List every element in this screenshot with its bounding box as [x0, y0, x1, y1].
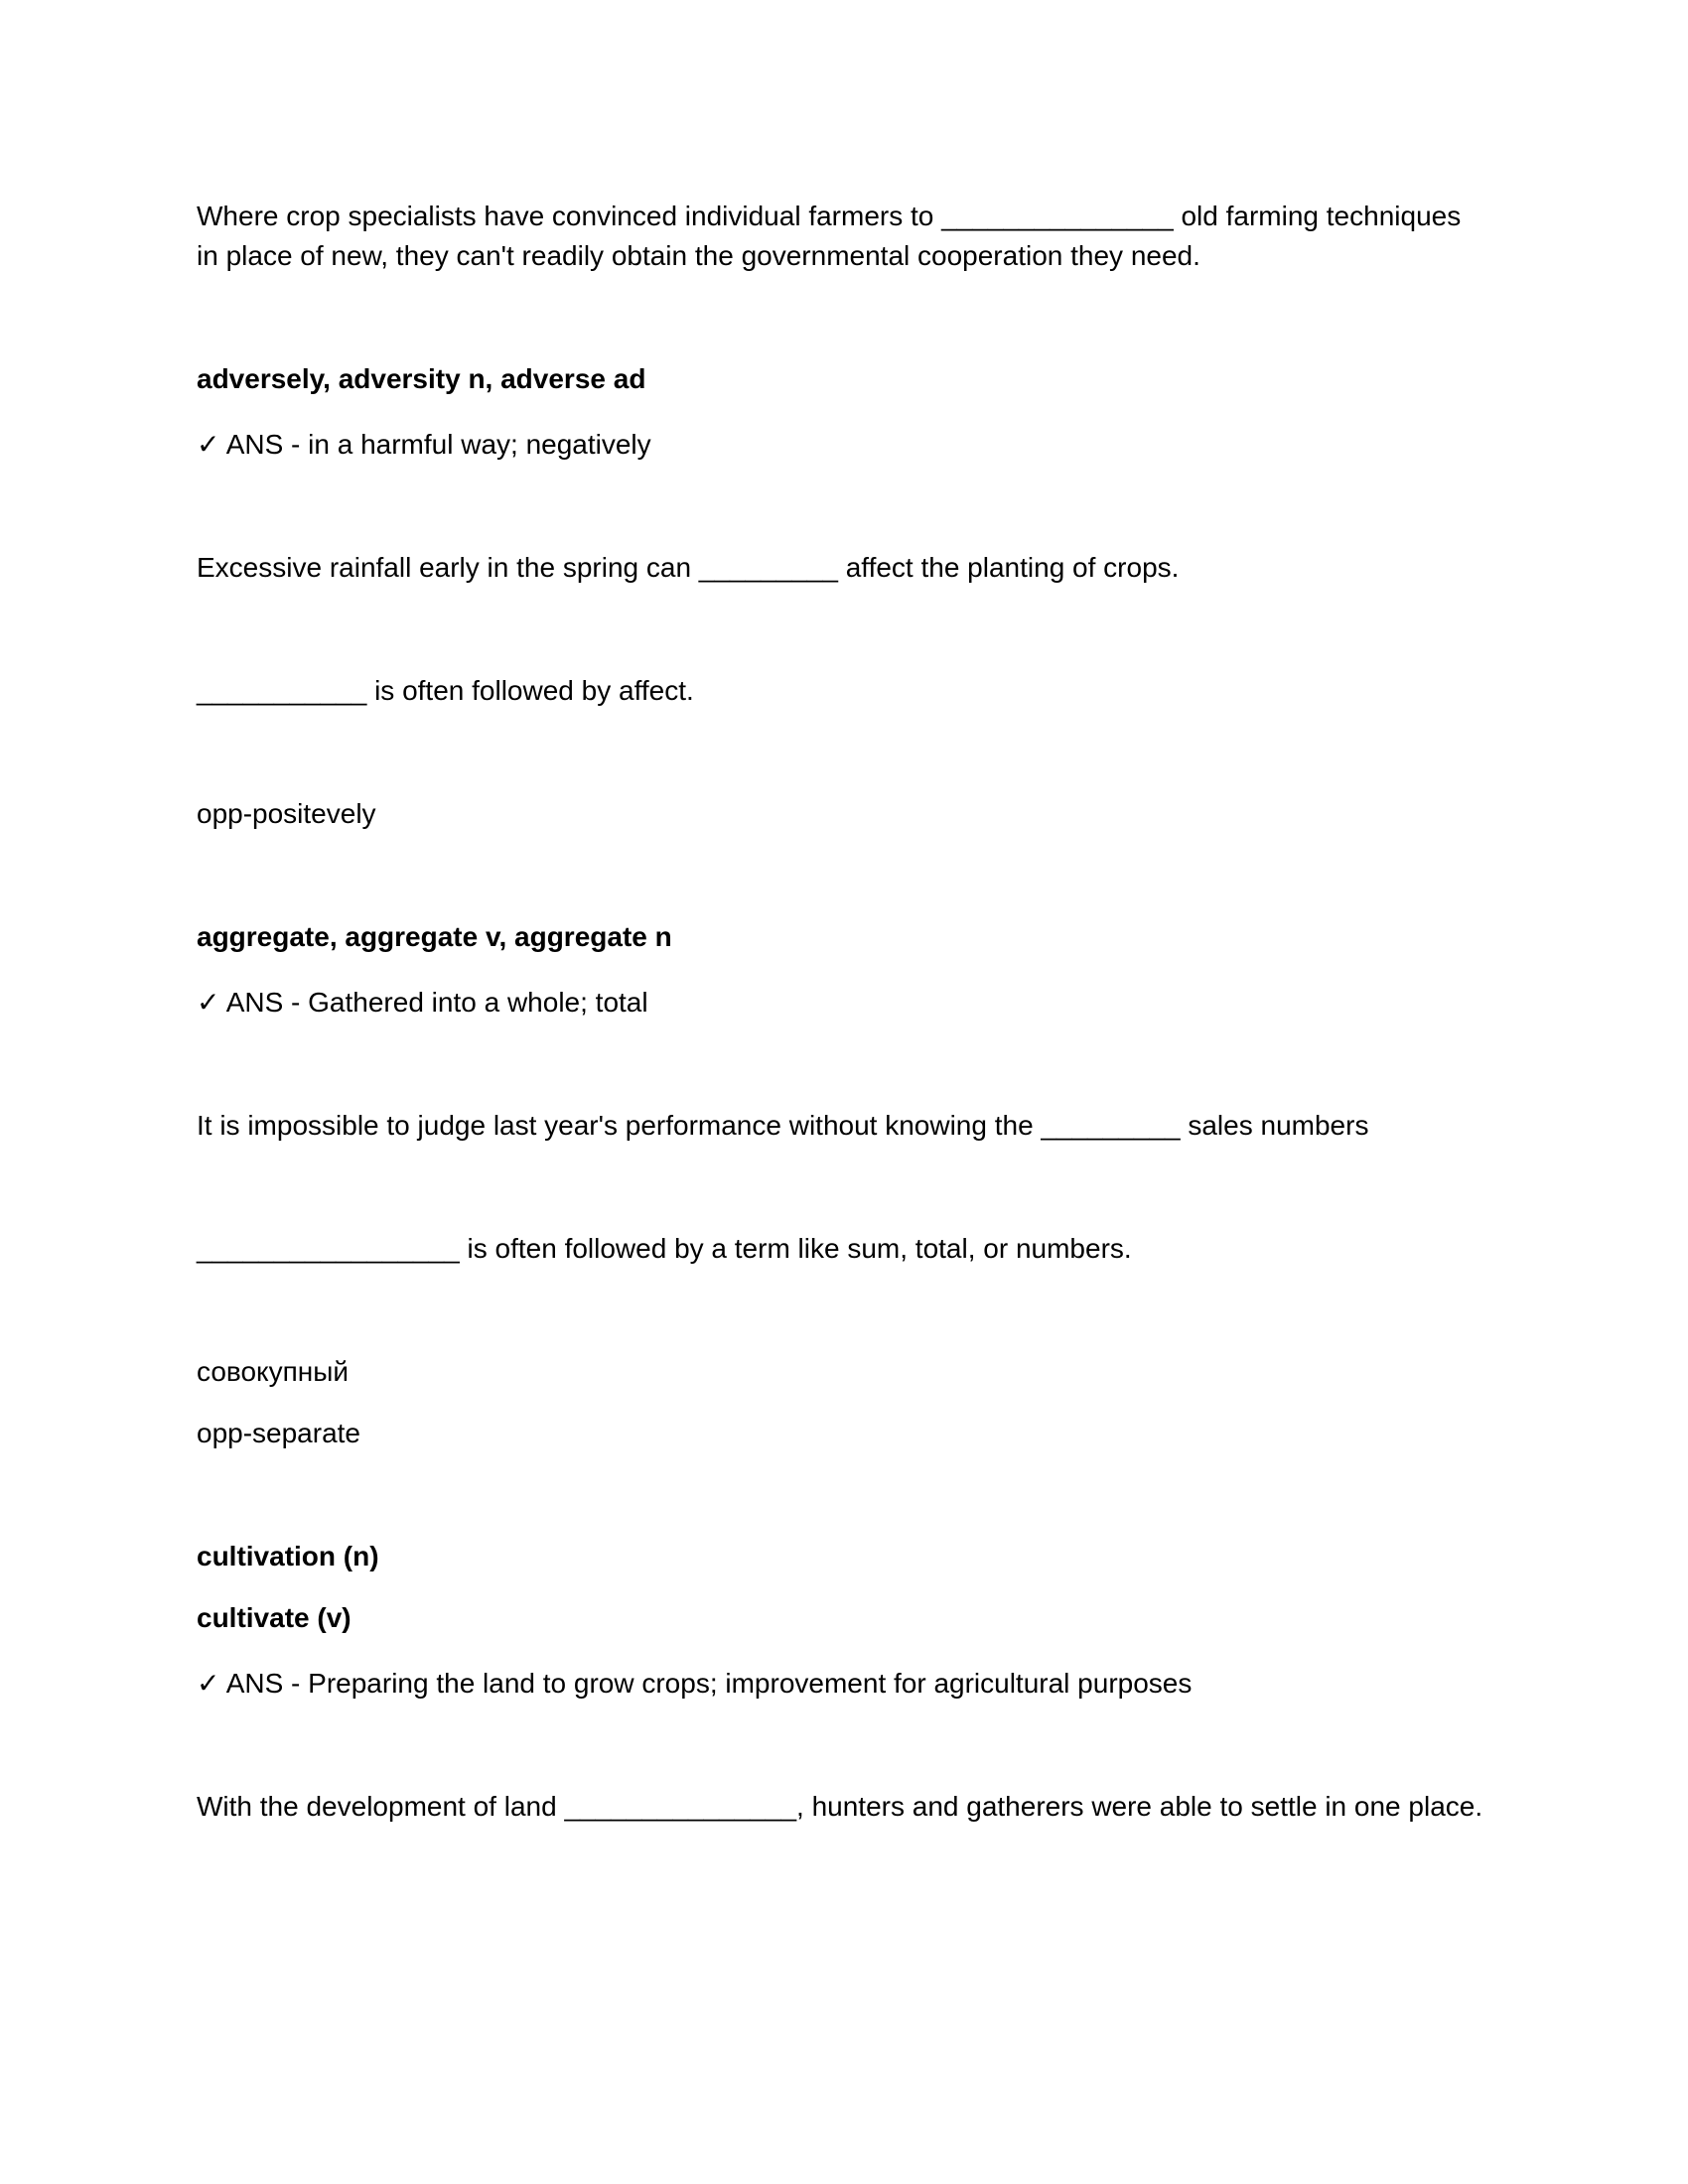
answer-cultivation: ✓ ANS - Preparing the land to grow crops; improvement for agricultural purposes — [197, 1668, 1193, 1699]
answer-adversely: ✓ ANS - in a harmful way; negatively — [197, 429, 651, 460]
usage-adversely: ___________ is often followed by affect. — [197, 675, 694, 706]
intro-sentence: Where crop specialists have convinced individual farmers to _______________ old farming techniques in place of new, they can't readily obtain the governmental cooperation they need. — [197, 201, 1462, 271]
translation-aggregate: совокупный — [197, 1356, 349, 1387]
answer-aggregate: ✓ ANS - Gathered into a whole; total — [197, 987, 648, 1018]
usage-aggregate: _________________ is often followed by a term like sum, total, or numbers. — [197, 1233, 1132, 1264]
opposite-adversely: opp-positevely — [197, 798, 376, 829]
term-heading-adversely: adversely, adversity n, adverse ad — [197, 363, 646, 394]
term-heading-aggregate: aggregate, aggregate v, aggregate n — [197, 921, 672, 952]
example-cultivation: With the development of land _______________, hunters and gatherers were able to settle in one place. — [197, 1791, 1483, 1822]
example-adversely: Excessive rainfall early in the spring can _________ affect the planting of crops. — [197, 552, 1180, 583]
opposite-aggregate: opp-separate — [197, 1418, 361, 1448]
example-aggregate: It is impossible to judge last year's performance without knowing the _________ sales numbers — [197, 1110, 1369, 1141]
term-heading-cultivate: cultivate (v) — [197, 1602, 352, 1633]
term-heading-cultivation: cultivation (n) — [197, 1541, 379, 1571]
